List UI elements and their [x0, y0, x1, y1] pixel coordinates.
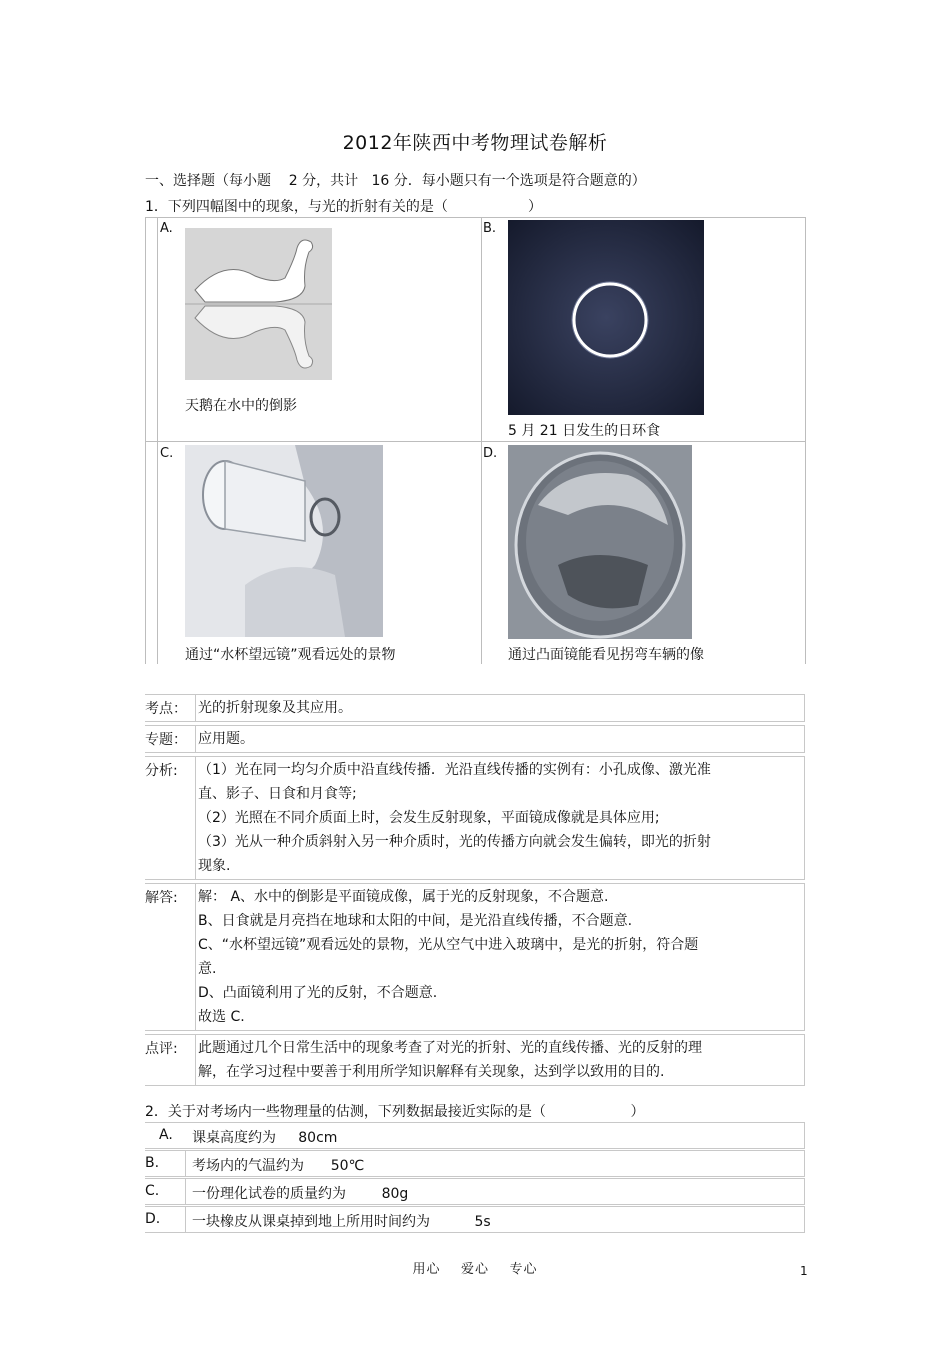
- zhuanti-text: 应用题。: [198, 731, 254, 747]
- q2-option-c-label: C.: [145, 1183, 160, 1199]
- jieda-line: D、凸面镜利用了光的反射，不合题意.: [198, 985, 438, 1001]
- zhuanti-row: [145, 725, 805, 753]
- q2-option-c: [145, 1178, 805, 1205]
- option-a-label: A.: [160, 221, 173, 236]
- dianping-line: 此题通过几个日常生活中的现象考查了对光的折射、光的直线传播、光的反射的理: [198, 1040, 702, 1056]
- q2-option-c-text: 一份理化试卷的质量约为 80g: [192, 1186, 409, 1202]
- option-a-caption: 天鹅在水中的倒影: [185, 398, 297, 414]
- q2-option-b: [145, 1150, 805, 1177]
- q2-option-b-text: 考场内的气温约为 50℃: [192, 1158, 365, 1174]
- dianping-line: 解，在学习过程中要善于利用所学知识解释有关现象，达到学以致用的目的.: [198, 1064, 665, 1080]
- jieda-line: 解： A、水中的倒影是平面镜成像，属于光的反射现象，不合题意.: [198, 889, 609, 905]
- fenxi-line: （3）光从一种介质斜射入另一种介质时，光的传播方向就会发生偏转，即光的折射: [198, 834, 711, 850]
- jieda-label: 解答:: [145, 890, 178, 906]
- q2-option-a-label: A.: [159, 1127, 173, 1143]
- fenxi-row: [145, 756, 805, 880]
- section-title: 一、选择题（每小题 2 分，共计 16 分．每小题只有一个选项是符合题意的）: [145, 173, 646, 189]
- question-2-stem: 2．关于对考场内一些物理量的估测，下列数据最接近实际的是（ ）: [145, 1104, 645, 1120]
- option-b-label: B.: [483, 221, 497, 236]
- fenxi-line: （2）光照在不同介质面上时，会发生反射现象，平面镜成像就是具体应用;: [198, 810, 660, 826]
- water-cup-telescope-image: [185, 445, 383, 637]
- kaodian-row: [145, 694, 805, 722]
- annular-eclipse-image: [508, 220, 704, 415]
- option-b-caption: 5 月 21 日发生的日环食: [508, 423, 661, 439]
- jieda-line: 意.: [198, 961, 217, 977]
- q2-option-a-text: 课桌高度约为 80cm: [192, 1130, 338, 1146]
- page-number: 1: [800, 1264, 808, 1278]
- q2-option-d: [145, 1206, 805, 1233]
- jieda-line: B、日食就是月亮挡在地球和太阳的中间，是光沿直线传播，不合题意.: [198, 913, 633, 929]
- option-c-caption: 通过“水杯望远镜”观看远处的景物: [185, 647, 396, 663]
- option-c-label: C.: [160, 446, 174, 461]
- dianping-row: [145, 1034, 805, 1086]
- fenxi-line: 直、影子、日食和月食等;: [198, 786, 357, 802]
- kaodian-label: 考点：: [145, 701, 187, 717]
- option-d-caption: 通过凸面镜能看见拐弯车辆的像: [508, 647, 704, 663]
- page-footer: 用心 爱心 专心: [412, 1262, 538, 1277]
- question-1-analysis-table: [145, 694, 805, 1089]
- convex-mirror-image: [508, 445, 692, 639]
- q2-option-d-label: D.: [145, 1211, 161, 1227]
- swan-reflection-image: [185, 228, 332, 380]
- q2-option-d-text: 一块橡皮从课桌掉到地上所用时间约为 5s: [192, 1214, 491, 1230]
- zhuanti-label: 专题：: [145, 732, 187, 748]
- dianping-label: 点评:: [145, 1041, 178, 1057]
- question-2-options-table: [145, 1122, 805, 1234]
- option-d-label: D.: [483, 446, 498, 461]
- jieda-line: 故选 C.: [198, 1009, 245, 1025]
- fenxi-line: 现象.: [198, 858, 231, 874]
- question-1-stem: 1．下列四幅图中的现象，与光的折射有关的是（ ）: [145, 199, 543, 215]
- jieda-line: C、“水杯望远镜”观看远处的景物，光从空气中进入玻璃中，是光的折射，符合题: [198, 937, 699, 953]
- fenxi-line: （1）光在同一均匀介质中沿直线传播．光沿直线传播的实例有：小孔成像、激光准: [198, 762, 711, 778]
- q2-option-b-label: B.: [145, 1155, 160, 1171]
- question-1-options-grid: [145, 217, 805, 664]
- kaodian-text: 光的折射现象及其应用。: [198, 700, 352, 716]
- jieda-row: [145, 883, 805, 1031]
- page-title: 2012年陕西中考物理试卷解析: [342, 132, 608, 154]
- fenxi-label: 分析:: [145, 763, 178, 779]
- q2-option-a: [145, 1122, 805, 1149]
